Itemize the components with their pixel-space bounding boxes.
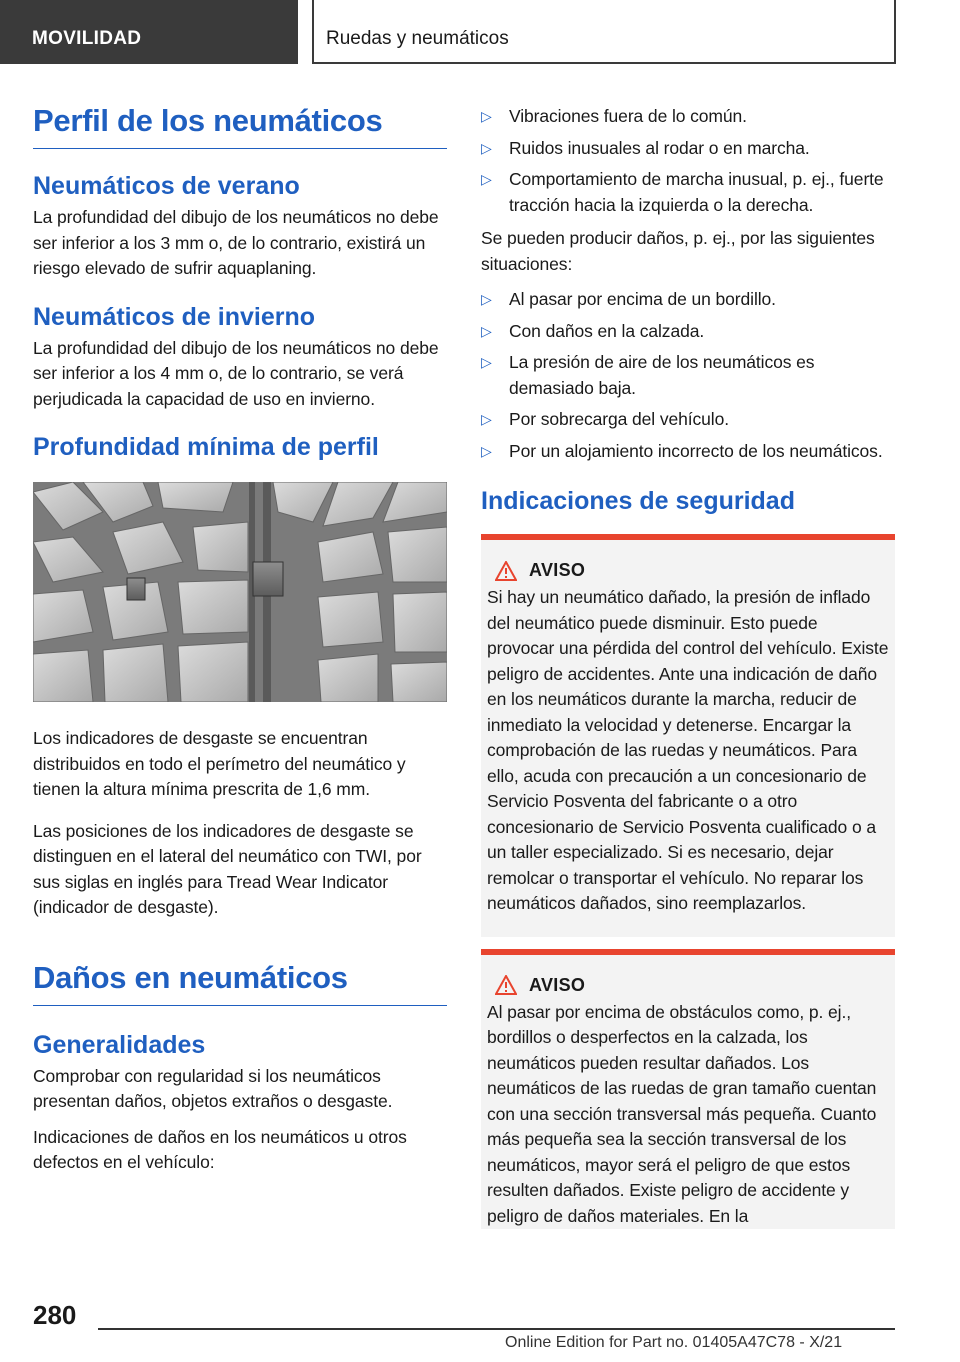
heading-general: Generalidades bbox=[33, 1030, 206, 1059]
tread-wear-indicator-image bbox=[33, 482, 447, 702]
warning-triangle-icon bbox=[495, 561, 517, 581]
list-item: ▷ Por un alojamiento incorrecto de los neumáticos. bbox=[481, 439, 895, 465]
page-number: 280 bbox=[33, 1300, 77, 1330]
triangle-right-icon: ▷ bbox=[481, 411, 492, 427]
warning-text: Si hay un neumático dañado, la presión de inflado del neumático puede disminuir. Esto puede provocar una pérdida del control del vehículo. Existe peligro de accidentes. Ante una indicación de daño en los neumáticos durante la marcha, reducir de inmediato la velocidad y detenerse. Encargar la comprobación de las ruedas y neumáticos. Para ello, acuda con precaución a un concesionario de Servicio Posventa del fabricante o a otro concesionario de Servicio Posventa cualificado o a un taller especializado. Si es necesario, dejar remolcar o transportar el vehículo. No reparar los neumáticos dañados, sino reemplazarlos. bbox=[487, 587, 889, 913]
warning-text: Al pasar por encima de obstáculos como, p. ej., bordillos o desperfectos en la calzada, los neumáticos pueden resultar dañados. Los neumáticos de las ruedas de gran tamaño cuentan con una sección transversal más pequeña. Cuanto más pequeña sea la sección transversal de los neumáticos, mayor será el peligro de que estos resulten dañados. Existe peligro de accidente y peligro de daños materiales. En la bbox=[487, 1001, 877, 1226]
warning-triangle-icon bbox=[495, 975, 517, 995]
min-depth-text-2: Las posiciones de los indicadores de desgaste se distinguen en el lateral del neumático con TWI, por sus siglas en inglés para Tread Wear Indicator (indicador de desgaste). bbox=[33, 820, 422, 917]
heading-tire-damage: Daños en neumáticos bbox=[33, 957, 447, 1006]
triangle-right-icon: ▷ bbox=[481, 354, 492, 370]
warning-title: AVISO bbox=[529, 560, 586, 580]
triangle-right-icon: ▷ bbox=[481, 291, 492, 307]
triangle-right-icon: ▷ bbox=[481, 108, 492, 124]
warning-box-2 bbox=[481, 949, 895, 1230]
situations-text: Se pueden producir daños, p. ej., por las siguientes situaciones: bbox=[481, 228, 875, 274]
heading-summer-tires: Neumáticos de verano bbox=[33, 172, 300, 200]
list-item: ▷ Comportamiento de marcha inusual, p. ej., fuerte tracción hacia la izquierda o la derecha. bbox=[481, 169, 884, 215]
list-item: ▷ La presión de aire de los neumáticos es demasiado baja. bbox=[481, 352, 815, 398]
footer-edition: Online Edition for Part no. 01405A47C78 - X/21 bbox=[505, 1334, 843, 1351]
heading-tire-profile: Perfil de los neumáticos bbox=[33, 100, 447, 149]
list-item: ▷ Al pasar por encima de un bordillo. bbox=[481, 287, 895, 313]
footer-divider bbox=[98, 1328, 895, 1330]
heading-winter-tires: Neumáticos de invierno bbox=[33, 302, 316, 331]
heading-min-depth: Profundidad mínima de perfil bbox=[33, 433, 379, 461]
min-depth-text-1: Los indicadores de desgaste se encuentran distribuidos en todo el perímetro del neumático y tienen la altura mínima prescrita de 1,6 mm. bbox=[33, 728, 406, 799]
winter-text: La profundidad del dibujo de los neumáticos no debe ser inferior a los 4 mm o, de lo contrario, se verá perjudicada la capacidad de uso en invierno. bbox=[33, 337, 439, 409]
general-text-1: Comprobar con regularidad si los neumáticos presentan daños, objetos extraños o desgaste. bbox=[33, 1065, 393, 1111]
warning-title: AVISO bbox=[529, 974, 586, 995]
triangle-right-icon: ▷ bbox=[481, 139, 492, 156]
left-column bbox=[33, 100, 447, 1192]
triangle-right-icon: ▷ bbox=[481, 442, 492, 459]
summer-text: La profundidad del dibujo de los neumáticos no debe ser inferior a los 3 mm o, de lo contrario, existirá un riesgo elevado de sufrir aquaplaning. bbox=[33, 207, 439, 278]
right-column bbox=[481, 104, 895, 1229]
damage-indication-list bbox=[481, 104, 895, 218]
section-tab: MOVILIDAD bbox=[0, 0, 298, 64]
warning-box-1 bbox=[481, 534, 895, 937]
triangle-right-icon: ▷ bbox=[481, 171, 492, 187]
damage-situation-list bbox=[481, 287, 895, 464]
list-item: ▷ Vibraciones fuera de lo común. bbox=[481, 104, 895, 130]
list-item: ▷ Ruidos inusuales al rodar o en marcha. bbox=[481, 136, 895, 162]
list-item: ▷ Con daños en la calzada. bbox=[481, 319, 895, 345]
general-text-2: Indicaciones de daños en los neumáticos u otros defectos en el vehículo: bbox=[33, 1126, 407, 1172]
heading-safety: Indicaciones de seguridad bbox=[481, 487, 795, 515]
list-item: ▷ Por sobrecarga del vehículo. bbox=[481, 407, 895, 433]
page-header bbox=[0, 0, 960, 66]
triangle-right-icon: ▷ bbox=[481, 322, 492, 339]
chapter-title: Ruedas y neumáticos bbox=[312, 0, 896, 64]
